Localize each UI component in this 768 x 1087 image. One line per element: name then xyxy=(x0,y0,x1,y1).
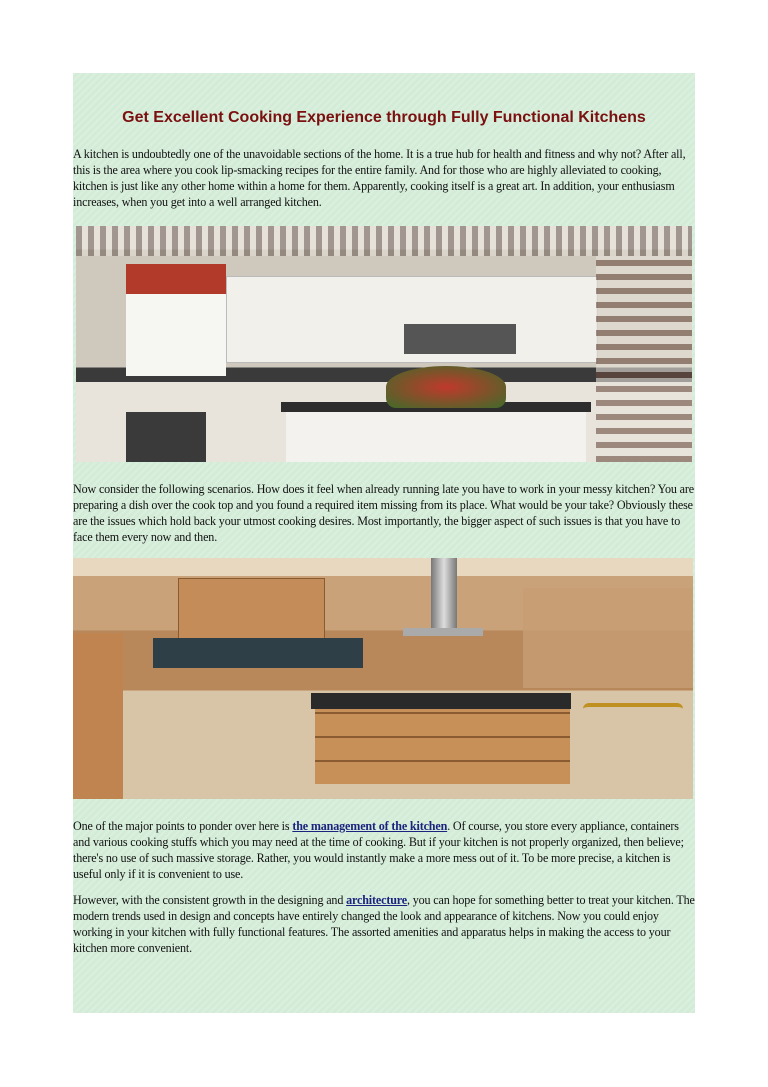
text: However, with the consistent growth in the designing and xyxy=(73,893,347,907)
document-page xyxy=(73,73,695,1013)
text: . Of course, you store every appliance, containers and various cooking stuffs which you may need at the time of cooking. But if your kitchen is not properly organized, then believe; there's no use of such massive storage. Rather, you would instantly make a more mess out of it. To be more precise, a kitchen is useful only if it is convenient to use. xyxy=(73,819,684,881)
page-title: Get Excellent Cooking Experience through Fully Functional Kitchens xyxy=(122,109,646,126)
paragraph-intro: A kitchen is undoubtedly one of the unavoidable sections of the home. It is a true hub for health and fitness and why not? After all, this is the area where you cook lip-smacking recipes for the entire family. And for those who are highly alleviated to cooking, kitchen is just like any other home within a home for them. Apparently, cooking itself is a great art. In addition, your enthusiasm increases, when you get into a well arranged kitchen. xyxy=(73,147,686,209)
text: One of the major points to ponder over here is xyxy=(73,819,293,833)
paragraph-architecture xyxy=(73,892,697,956)
paragraph-scenarios: Now consider the following scenarios. How does it feel when already running late you have to work in your messy kitchen? You are preparing a dish over the cook top and you found a required item missing from its place. What would be your take? Obviously these are the issues which hold back your utmost cooking desires. Most importantly, the bigger aspect of such issues is that you have to face them every now and then. xyxy=(73,482,694,544)
architecture-link[interactable]: architecture xyxy=(346,893,407,907)
text: , you can hope for something better to treat your kitchen. The modern trends used in design and concepts have entirely changed the look and appearance of kitchens. Now you could enjoy working in your kitchen with fully functional features. The assorted amenities and apparatus helps in making the access to your kitchen more convenient. xyxy=(73,893,695,955)
kitchen-photo-wood-cabinets xyxy=(73,558,693,799)
kitchen-photo-white-cabinets xyxy=(76,226,692,462)
management-of-kitchen-link[interactable]: the management of the kitchen xyxy=(292,819,448,833)
paragraph-management xyxy=(73,818,697,882)
